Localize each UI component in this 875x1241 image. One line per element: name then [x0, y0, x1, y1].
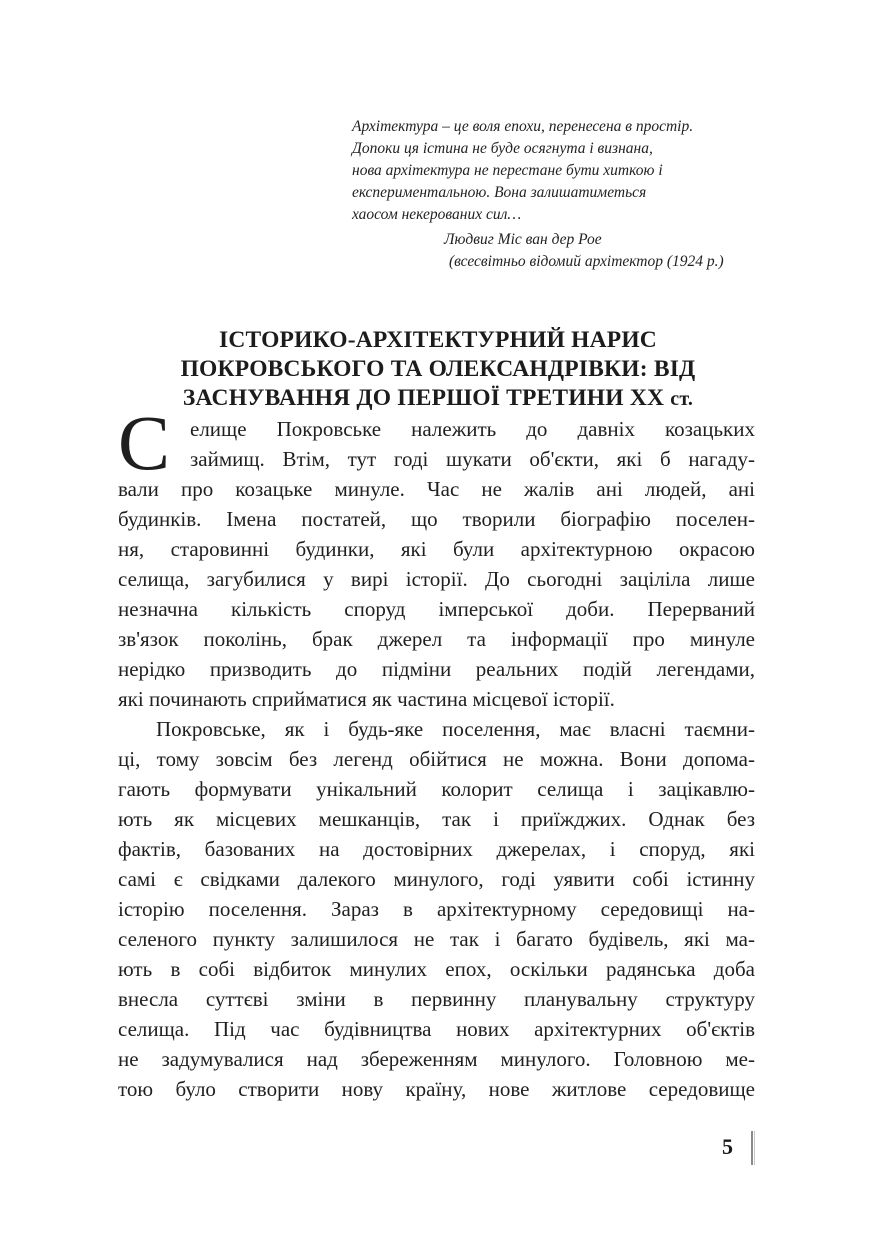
epigraph-line: нова архітектура не перестане бути хиткою і: [352, 162, 663, 179]
paragraph-line: ють як місцевих мешканців, так і приїжджих. Однак без: [118, 807, 755, 831]
epigraph-line: хаосом некерованих сил…: [352, 206, 522, 223]
chapter-title-line: [118, 384, 758, 414]
epigraph: [352, 116, 772, 226]
paragraph-line: ють в собі відбиток минулих епох, оскільки радянська доба: [118, 957, 755, 981]
epigraph-line: Допоки ця істина не буде осягнута і визнана,: [352, 140, 653, 157]
paragraph-line: внесла суттєві зміни в первинну планувальну структуру: [118, 987, 755, 1011]
chapter-title-suffix: ст.: [670, 388, 694, 410]
epigraph-author: Людвиг Міс ван дер Рое: [444, 231, 602, 248]
epigraph-line: Архітектура – це воля епохи, перенесена в простір.: [352, 118, 694, 135]
paragraph-line: нерідко призводить до підміни реальних подій легендами,: [118, 657, 755, 681]
paragraph-line: займищ. Втім, тут годі шукати об'єкти, які б нагаду-: [190, 447, 755, 471]
page-number-rule: [751, 1131, 755, 1165]
paragraph-line: історію поселення. Зараз в архітектурному середовищі на-: [118, 897, 755, 921]
chapter-title: [118, 326, 758, 414]
epigraph-author-note: (всесвітньо відомий архітектор (1924 р.): [449, 253, 724, 270]
epigraph-line: експериментальною. Вона залишатиметься: [352, 184, 647, 201]
paragraph-line: тою було створити нову країну, нове житлове середовище: [118, 1077, 755, 1101]
paragraph-line: селища, загубилися у вирі історії. До сьогодні заціліла лише: [118, 567, 755, 591]
paragraph-line: ня, старовинні будинки, які були архітектурною окрасою: [118, 537, 755, 561]
paragraph-line: ці, тому зовсім без легенд обійтися не можна. Вони допома-: [118, 747, 755, 771]
chapter-title-text: ЗАСНУВАННЯ ДО ПЕРШОЇ ТРЕТИНИ XX: [182, 385, 665, 411]
page-number: 5: [722, 1134, 733, 1159]
paragraph-line: незначна кількість споруд імперської доби. Перерваний: [118, 597, 755, 621]
drop-cap: С: [118, 399, 171, 486]
paragraph-line: самі є свідками далекого минулого, годі уявити собі істинну: [118, 867, 755, 891]
chapter-title-line: ПОКРОВСЬКОГО ТА ОЛЕКСАНДРІВКИ: ВІД: [180, 356, 696, 382]
paragraph-line: вали про козацьке минуле. Час не жалів ані людей, ані: [118, 477, 755, 501]
paragraph-line: які починають сприйматися як частина місцевої історії.: [118, 687, 615, 711]
paragraph-line: фактів, базованих на достовірних джерелах, і споруд, які: [118, 837, 755, 861]
paragraph-line: будинків. Імена постатей, що творили біографію поселен-: [118, 507, 755, 531]
epigraph-attribution: [444, 229, 774, 273]
paragraph-line: не задумувалися над збереженням минулого. Головною ме-: [118, 1047, 755, 1071]
paragraph-line: елище Покровське належить до давніх козацьких: [190, 417, 755, 441]
paragraph-line: гають формувати унікальний колорит селища і зацікавлю-: [118, 777, 755, 801]
paragraph-line: селища. Під час будівництва нових архітектурних об'єктів: [118, 1017, 755, 1041]
chapter-title-line: ІСТОРИКО-АРХІТЕКТУРНИЙ НАРИС: [219, 327, 657, 353]
body-text: [118, 414, 755, 1104]
paragraph-line: селеного пункту залишилося не так і багато будівель, які ма-: [118, 927, 755, 951]
paragraph-line: зв'язок поколінь, брак джерел та інформації про минуле: [118, 627, 755, 651]
paragraph-line: Покровське, як і будь-яке поселення, має власні таємни-: [156, 717, 755, 741]
